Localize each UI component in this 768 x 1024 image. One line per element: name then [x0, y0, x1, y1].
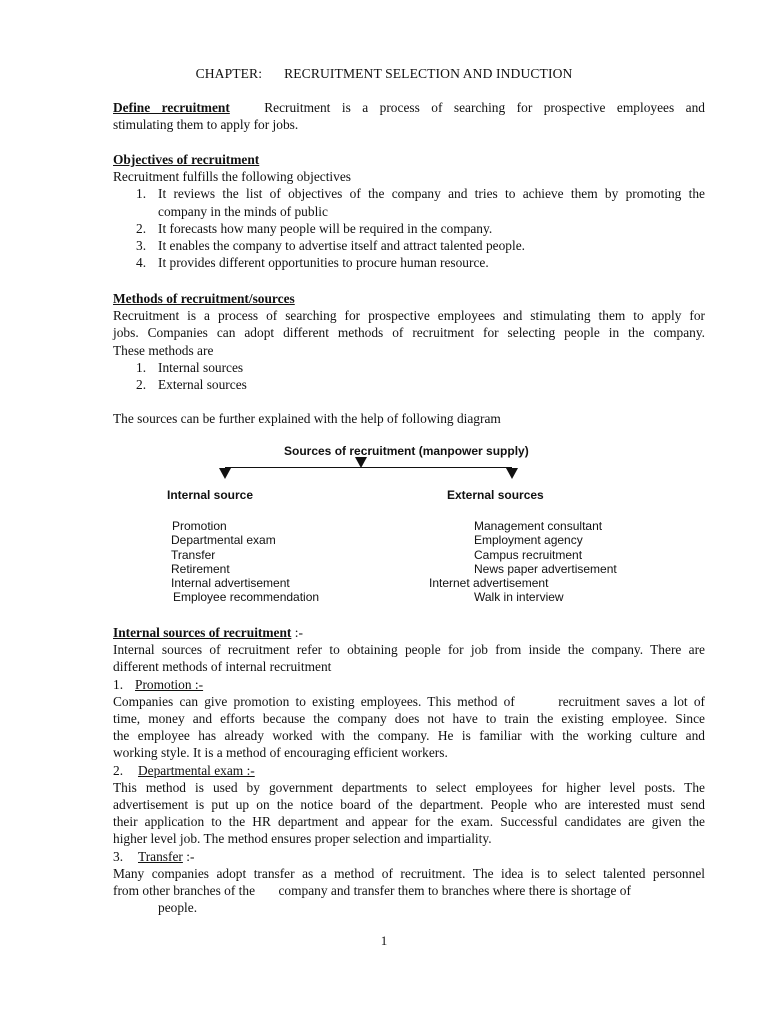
objective-text: It reviews the list of objectives of the company and tries to achieve them by promoting the [158, 186, 705, 202]
external-source-list [429, 519, 617, 605]
list-item: Management consultant [474, 519, 603, 533]
objectives-intro: Recruitment fulfills the following objectives [113, 169, 352, 185]
page-number: 1 [380, 933, 388, 948]
list-item: Transfer [171, 547, 216, 562]
list-item: Retirement [171, 561, 230, 576]
objective-text: It forecasts how many people will be required in the company. [158, 220, 493, 236]
transfer-heading: Transfer [138, 848, 183, 864]
promotion-line-1: Companies can give promotion to existing employees. This method of recruitment saves a lot of [113, 693, 705, 709]
list-item: Employment agency [474, 533, 583, 548]
method-text: External sources [158, 377, 247, 393]
promotion-line-2: time, money and efforts because the company does not have to train the existing employee. Since [113, 711, 705, 727]
method-text: Internal sources [158, 359, 244, 375]
transfer-line-1: Many companies adopt transfer as a method of recruitment. The idea is to select talented personnel [113, 865, 705, 881]
define-line-1 [113, 99, 705, 116]
chapter-name: RECRUITMENT SELECTION AND INDUCTION [284, 66, 573, 81]
list-item: Walk in interview [474, 590, 564, 605]
objective-text: It provides different opportunities to procure human resource. [158, 255, 489, 271]
arrow-down-icon [355, 457, 367, 468]
internal-sources-section [113, 624, 705, 916]
chapter-title [0, 65, 768, 82]
list-number: 2. [136, 220, 147, 236]
departmental-heading: Departmental exam :- [138, 762, 255, 778]
list-number: 2. [136, 377, 147, 393]
arrow-down-icon [219, 468, 231, 479]
promotion-heading-line [113, 676, 705, 693]
sources-diagram [0, 440, 768, 610]
departmental-line-4: higher level job. The method ensures proper selection and impartiality. [113, 831, 492, 847]
methods-list [113, 359, 705, 393]
promotion-line-4: working style. It is a method of encouraging efficient workers. [113, 745, 448, 761]
methods-line-3: These methods are [113, 342, 214, 358]
objectives-heading: Objectives of recruitment [113, 152, 260, 167]
objective-item-1 [113, 185, 705, 219]
diagram-intro: The sources can be further explained with the help of following diagram [113, 411, 501, 426]
diagram-connector-line [225, 467, 512, 468]
list-number: 3. [113, 848, 124, 864]
transfer-heading-line [113, 848, 705, 865]
internal-intro-1: Internal sources of recruitment refer to obtaining people for job from inside the company. There are [113, 642, 705, 658]
list-number: 4. [136, 255, 147, 271]
define-section [113, 99, 705, 133]
methods-section [113, 290, 705, 393]
list-item: Employee recommendation [173, 590, 320, 605]
internal-heading: Internal sources of recruitment [113, 625, 292, 640]
list-number: 1. [136, 359, 147, 375]
list-number: 3. [136, 238, 147, 254]
objectives-section [113, 151, 705, 271]
arrow-down-icon [506, 468, 518, 479]
objective-text-cont: company in the minds of public [158, 203, 328, 219]
departmental-line-1: This method is used by government departments to select employees for higher level posts. The [113, 779, 705, 795]
methods-line-1: Recruitment is a process of searching for prospective employees and stimulating them to apply for [113, 308, 705, 324]
promotion-heading: Promotion :- [135, 676, 204, 692]
objective-item-4 [113, 254, 705, 271]
list-item: Internet advertisement [429, 576, 549, 591]
promotion-line-3: the employee has already worked with the company. He is familiar with the working culture and [113, 728, 705, 744]
chapter-label: CHAPTER: [195, 66, 263, 81]
objectives-list [113, 185, 705, 271]
list-number: 2. [113, 762, 124, 778]
objective-text: It enables the company to advertise itself and attract talented people. [158, 238, 525, 254]
list-item: Promotion [172, 519, 227, 533]
departmental-heading-line [113, 762, 705, 779]
heading-suffix: :- [182, 848, 195, 864]
transfer-line-2: from other branches of the company and transfer them to branches where there is shortage of [113, 883, 631, 899]
methods-line-2: jobs. Companies can adopt different methods of recruitment for selecting people in the company. [113, 325, 705, 341]
internal-source-list [171, 519, 319, 605]
define-heading: Define recruitment [113, 100, 230, 115]
define-text: Recruitment is a process of searching for prospective employees and [264, 100, 705, 115]
list-item: Internal advertisement [171, 576, 290, 591]
list-item: Departmental exam [171, 533, 276, 548]
method-item-2 [113, 376, 705, 393]
heading-suffix: :- [291, 625, 303, 640]
list-number: 1. [136, 186, 147, 202]
internal-heading-line [113, 624, 705, 641]
departmental-line-3: their application to the HR department and appear for the exam. Successful candidates are given the [113, 814, 705, 830]
internal-intro-2: different methods of internal recruitment [113, 659, 332, 675]
internal-source-heading: Internal source [167, 488, 254, 502]
objective-item-2 [113, 220, 705, 237]
list-number: 1. [113, 676, 124, 692]
departmental-line-2: advertisement is put up on the notice board of the department. People who are interested must send [113, 797, 705, 813]
list-item: Campus recruitment [474, 547, 583, 562]
diagram-title: Sources of recruitment (manpower supply) [284, 444, 529, 458]
list-item: News paper advertisement [474, 561, 617, 576]
external-sources-heading: External sources [447, 488, 544, 502]
method-item-1 [113, 359, 705, 376]
objective-item-3 [113, 237, 705, 254]
transfer-line-3: people. [158, 900, 198, 916]
define-line-2: stimulating them to apply for jobs. [113, 117, 299, 133]
methods-heading: Methods of recruitment/sources [113, 291, 295, 306]
